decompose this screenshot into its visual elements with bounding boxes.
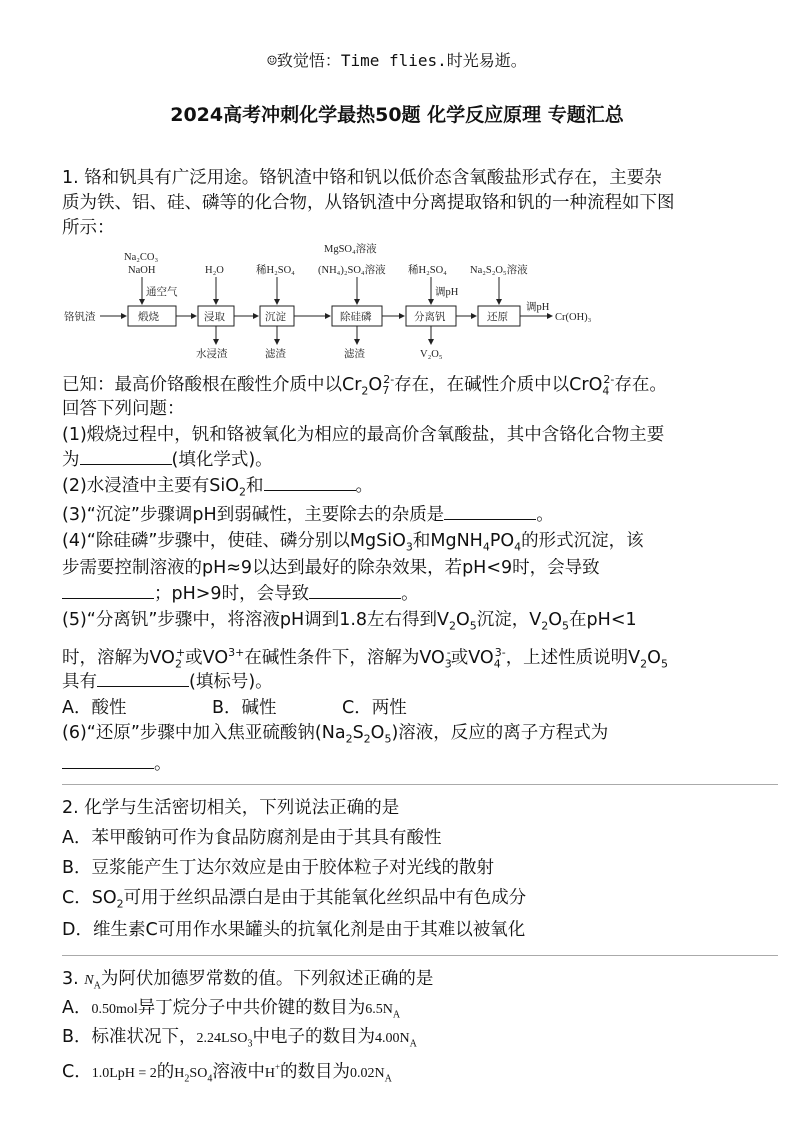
q1-part5-line3: 具有 (填标号)。 [62,672,273,692]
option-b[interactable]: B．碱性 [212,698,277,718]
q1-part6-line1: (6)“还原”步骤中加入焦亚硫酸钠$(Na_2S_2O_5)$溶液，反应的离子方程式为 [62,723,609,746]
flow-box-remove-si-p [332,306,382,326]
q3-stem: 3. $N_A$为阿伏加德罗常数的值。下列叙述正确的是 [62,969,434,992]
output-filter-residue-1: 滤渣 [265,349,286,360]
flow-start-label: 铬钒渣 [64,312,96,323]
question-divider-1 [62,784,778,785]
q1-part1-line2: 为 (填化学式)。 [62,450,273,470]
reagent-dilute-h2so4-1: 稀H₂SO₄ [256,265,295,276]
flow-box-calcine [128,306,176,326]
q3-option-b[interactable]: B．标准状况下，$2.24LSO_3$中电子的数目为$4.00N_A$ [62,1027,417,1050]
reagent-mgso4: MgSO₄溶液 [324,244,377,255]
q2-option-d[interactable]: D．维生素C可用作水果罐头的抗氧化剂是由于其难以被氧化 [62,920,526,940]
reagent-na2s2o5: Na₂S₂O₅溶液 [470,265,528,276]
reagent-dilute-h2so4-2: 稀H₂SO₄ [408,265,447,276]
q2-option-c[interactable]: C．$SO_2$可用于丝织品漂白是由于其能氧化丝织品中有色成分 [62,888,527,911]
answer-blank-2[interactable] [264,474,356,491]
answer-blank-6[interactable] [62,752,154,769]
option-a[interactable]: A．酸性 [62,698,127,718]
q1-stem-line3: 所示： [62,218,115,238]
q1-part5-options [62,696,407,720]
svg-text:煅烧: 煅烧 [138,312,159,323]
q1-part5-line1: (5)“分离钒”步骤中，将溶液pH调到1.8左右得到$V_2O_5$沉淀，$V_2O_5$在pH<1 [62,610,637,633]
side-note-adjust-ph-1: 调pH [435,287,459,298]
side-note-air: 通空气 [146,287,178,298]
output-filter-residue-2: 滤渣 [344,349,365,360]
reagent-naoh: NaOH [128,265,156,276]
svg-text:分离钒: 分离钒 [414,312,446,323]
q1-part5-line2: 时，溶解为$VO_2^+$或$VO^{3+}$在碱性条件下，溶解为$VO_3^-$或$VO_4^{3-}$，上述性质说明$V_2O_5$ [62,646,668,671]
process-flow-diagram [62,240,712,365]
svg-text:还原: 还原 [487,312,508,323]
flow-end-label: Cr(OH)₃ [555,312,592,323]
q1-part6-line2: 。 [62,752,172,776]
flow-box-leach [198,306,234,326]
reagent-na2co3: Na₂CO₃ [124,252,159,263]
answer-blank-4b[interactable] [309,582,401,599]
q1-part3: (3)“沉淀”步骤调pH到弱碱性，主要除去的杂质是 。 [62,505,554,525]
reagent-water: H₂O [205,265,224,276]
output-v2o5: V₂O₅ [420,349,443,360]
q1-known-condition: 已知：最高价铬酸根在酸性介质中以$Cr_2O_7^{2-}$存在，在碱性介质中以CrO$_4^{2-}$存在。 [62,373,667,398]
q1-stem-line2: 质为铁、铝、硅、磷等的化合物，从铬钒渣中分离提取铬和钒的一种流程如下图 [62,193,675,213]
flow-box-separate-v [406,306,456,326]
answer-blank-5[interactable] [97,670,189,687]
question-divider-2 [62,955,778,956]
q3-option-c[interactable]: C．1.0LpH = 2的$H_2SO_4$溶液中H+的数目为$0.02N_A$ [62,1061,392,1085]
q1-part4-line1: (4)“除硅磷”步骤中，使硅、磷分别以MgSiO$_3$和$MgNH_4PO_4$的形式沉淀，该 [62,531,644,554]
side-note-adjust-ph-2: 调pH [526,302,550,313]
reagent-nh4-2so4: (NH₄)₂SO₄溶液 [318,265,386,276]
svg-text:沉淀: 沉淀 [265,312,286,323]
svg-text:浸取: 浸取 [204,312,225,323]
q1-part4-line3: ；pH>9时，会导致 。 [62,582,419,606]
flow-box-reduce [478,306,520,326]
q1-ask: 回答下列问题： [62,399,185,419]
q1-part4-line2: 步需要控制溶液的pH≈9以达到最好的除杂效果，若pH<9时，会导致 [62,558,600,578]
q3-option-a[interactable]: A．0.50mol异丁烷分子中共价键的数目为$6.5N_A$ [62,998,401,1021]
q2-option-a[interactable]: A．苯甲酸钠可作为食品防腐剂是由于其具有酸性 [62,828,442,848]
q1-stem-line1: 1. 铬和钒具有广泛用途。铬钒渣中铬和钒以低价态含氧酸盐形式存在，主要杂 [62,168,662,188]
q2-option-b[interactable]: B．豆浆能产生丁达尔效应是由于胶体粒子对光线的散射 [62,858,495,878]
svg-text:除硅磷: 除硅磷 [340,312,372,323]
q1-part1-line1: (1)煅烧过程中，钒和铬被氧化为相应的最高价含氧酸盐，其中含铬化合物主要 [62,425,665,445]
option-c[interactable]: C．两性 [342,698,407,718]
answer-blank-4a[interactable] [62,582,154,599]
answer-blank-1[interactable] [80,448,172,465]
q1-part2: (2)水浸渣中主要有SiO$_2$和 。 [62,476,374,499]
page-title: 2024高考冲刺化学最热50题 化学反应原理 专题汇总 [170,104,624,126]
output-water-leach-residue: 水浸渣 [196,349,228,360]
flow-box-precipitate [260,306,294,326]
q2-stem: 2. 化学与生活密切相关，下列说法正确的是 [62,798,400,818]
answer-blank-3[interactable] [444,503,536,520]
page-header-motto: ☺致觉悟：Time flies.时光易逝。 [267,51,527,70]
